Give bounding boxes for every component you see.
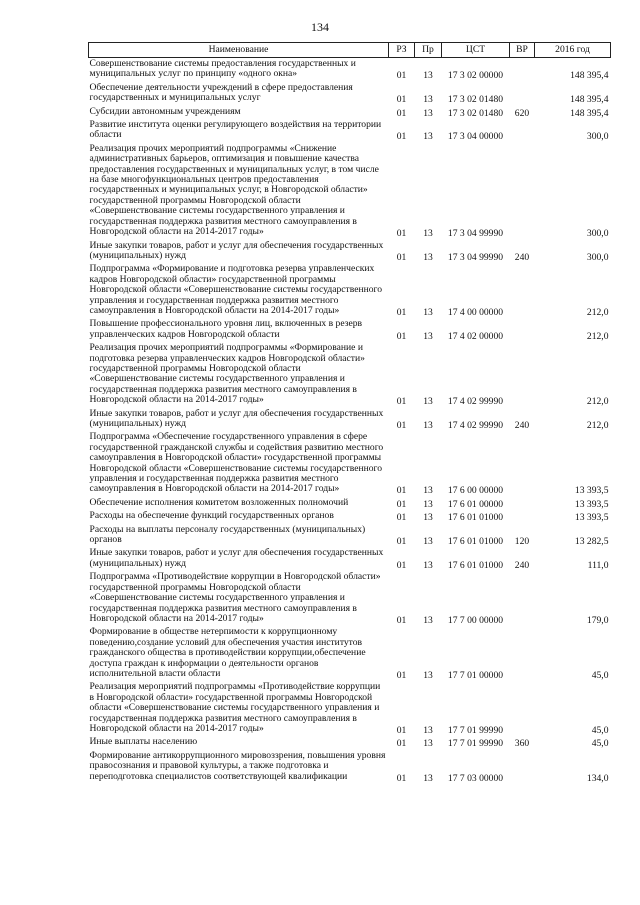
budget-table <box>88 42 611 784</box>
cell-rz: 01 <box>396 251 407 263</box>
cell-name: Расходы на обеспечение функций государственных органов <box>89 510 334 522</box>
cell-sum: 179,0 <box>586 614 609 626</box>
cell-pr: 13 <box>423 559 433 571</box>
cell-rz: 01 <box>396 724 407 736</box>
table-row <box>89 626 611 681</box>
table-row <box>89 408 611 432</box>
table-row <box>89 318 611 342</box>
table-row <box>89 342 611 407</box>
cell-name: Развитие института оценки регулирующего воздействия на территории области <box>89 119 382 141</box>
cell-vr <box>510 263 535 318</box>
table-row <box>89 571 611 626</box>
cell-name: Подпрограмма «Обеспечение государственного управления в сфере государственной гражданской службы и содействия развитию местного самоуправления в Новгородской области» государственной программы Новгородской области «Совершенствование системы государственного управления и государственная поддержка развития местного самоуправления в Новгородской области на 2014-2017 годы» <box>89 431 384 495</box>
header-vr: ВР <box>510 43 535 58</box>
cell-name: Иные закупки товаров, работ и услуг для обеспечения государственных (муниципальных) нужд <box>89 547 384 569</box>
cell-name: Иные закупки товаров, работ и услуг для обеспечения государственных (муниципальных) нужд <box>89 239 384 261</box>
cell-cst: 17 6 00 00000 <box>447 485 504 497</box>
cell-sum: 300,0 <box>586 251 609 263</box>
cell-vr: 240 <box>514 251 530 263</box>
cell-name: Повышение профессионального уровня лиц, включенных в резерв управленческих кадров Новгородской области <box>89 318 363 340</box>
cell-pr: 13 <box>423 485 433 497</box>
cell-name: Реализация мероприятий подпрограммы «Противодействие коррупции в Новгородской области» государственной программы Новгородской области «Совершенствование системы государственного управления и государственная поддержка развития местного самоуправления в Новгородской области на 2014-2017 годы» <box>89 681 381 734</box>
cell-vr <box>510 497 535 510</box>
cell-rz: 01 <box>396 485 407 497</box>
cell-cst: 17 7 03 00000 <box>447 772 504 784</box>
cell-sum: 13 393,5 <box>574 512 609 524</box>
cell-cst: 17 6 01 00000 <box>447 498 504 510</box>
cell-sum: 148 395,4 <box>570 94 609 106</box>
cell-cst: 17 7 00 00000 <box>447 614 504 626</box>
cell-sum: 212,0 <box>586 330 609 342</box>
cell-sum: 212,0 <box>586 420 609 431</box>
cell-rz: 01 <box>396 107 407 119</box>
cell-sum: 134,0 <box>586 772 609 784</box>
table-row <box>89 58 611 82</box>
cell-cst: 17 3 02 01480 <box>447 94 504 106</box>
cell-vr <box>510 510 535 523</box>
cell-pr: 13 <box>423 772 433 784</box>
cell-pr: 13 <box>423 738 433 750</box>
table-header-row <box>89 43 611 58</box>
cell-cst: 17 6 01 01000 <box>447 512 504 524</box>
cell-pr: 13 <box>423 228 433 240</box>
cell-pr: 13 <box>423 131 433 143</box>
header-pr: Пр <box>415 43 442 58</box>
table-row <box>89 240 611 264</box>
table-row <box>89 119 611 143</box>
table-row <box>89 497 611 510</box>
table-row <box>89 547 611 571</box>
cell-pr: 13 <box>423 420 433 431</box>
cell-pr: 13 <box>423 669 433 681</box>
cell-vr <box>510 58 535 82</box>
cell-cst: 17 3 02 01480 <box>447 107 504 119</box>
cell-name: Подпрограмма «Формирование и подготовка резерва управленческих кадров Новгородской области» государственной программы Новгородской области «Совершенствование системы государственного управления и государственная поддержка развития местного самоуправления в Новгородской области на 2014-2017 годы» <box>89 263 383 316</box>
cell-rz: 01 <box>396 738 407 750</box>
table-row <box>89 736 611 749</box>
cell-name: Иные выплаты населению <box>89 736 198 748</box>
cell-vr <box>510 431 535 496</box>
cell-rz: 01 <box>396 396 407 408</box>
cell-cst: 17 3 04 99990 <box>447 251 504 263</box>
cell-cst: 17 4 00 00000 <box>447 306 504 318</box>
table-row <box>89 143 611 240</box>
cell-rz: 01 <box>396 94 407 106</box>
cell-sum: 111,0 <box>587 559 609 571</box>
cell-sum: 148 395,4 <box>570 70 609 82</box>
cell-pr: 13 <box>423 70 433 82</box>
cell-pr: 13 <box>423 107 433 119</box>
cell-pr: 13 <box>423 330 433 342</box>
cell-cst: 17 3 04 00000 <box>447 131 504 143</box>
table-row <box>89 681 611 736</box>
header-cst: ЦСТ <box>442 43 510 58</box>
cell-name: Расходы на выплаты персоналу государственных (муниципальных) органов <box>89 523 366 546</box>
cell-pr: 13 <box>423 251 433 263</box>
table-row <box>89 750 611 784</box>
cell-vr <box>510 82 535 106</box>
cell-vr <box>510 681 535 736</box>
table-row <box>89 82 611 106</box>
cell-sum: 148 395,4 <box>570 107 609 119</box>
cell-rz: 01 <box>396 70 407 82</box>
cell-name: Совершенствование системы предоставления государственных и муниципальных услуг по принципу «одного окна» <box>89 58 356 80</box>
table-row <box>89 510 611 523</box>
cell-vr <box>510 119 535 143</box>
cell-rz: 01 <box>396 536 407 548</box>
cell-cst: 17 7 01 99990 <box>447 738 504 750</box>
cell-name: Иные закупки товаров, работ и услуг для обеспечения государственных (муниципальных) нужд <box>89 407 384 429</box>
header-year: 2016 год <box>535 43 611 58</box>
cell-name: Реализация прочих мероприятий подпрограммы «Снижение административных барьеров, оптимизация и повышение качества предоставления государственных и муниципальных услуг, в том числе на базе многофункциональных центров предоставления государственных и муниципальных услуг, в Новгородской области» государственной программы Новгородской области «Совершенствование системы государственного управления и государственная поддержка развития местного самоуправления в Новгородской области на 2014-2017 годы» <box>89 142 379 238</box>
cell-sum: 13 282,5 <box>574 536 609 548</box>
cell-sum: 300,0 <box>586 131 609 143</box>
cell-vr <box>510 143 535 240</box>
cell-sum: 212,0 <box>586 306 609 318</box>
cell-name: Подпрограмма «Противодействие коррупции в Новгородской области» государственной программы Новгородской области «Совершенствование системы государственного управления и государственная поддержка развития местного самоуправления в Новгородской области на 2014-2017 годы» <box>89 571 381 624</box>
cell-vr: 360 <box>514 738 530 750</box>
cell-pr: 13 <box>423 94 433 106</box>
cell-pr: 13 <box>423 306 433 318</box>
table-row <box>89 431 611 496</box>
cell-rz: 01 <box>396 228 407 240</box>
cell-cst: 17 7 01 00000 <box>447 669 504 681</box>
cell-sum: 45,0 <box>591 724 609 736</box>
cell-vr <box>510 626 535 681</box>
cell-name: Формирование антикоррупционного мировоззрения, повышения уровня правосознания и правовой культуры, а также подготовка и переподготовка специалистов соответствующей квалификации <box>89 749 386 782</box>
table-row <box>89 524 611 548</box>
cell-pr: 13 <box>423 512 433 524</box>
page-number: 134 <box>311 20 329 34</box>
cell-rz: 01 <box>396 614 407 626</box>
cell-name: Обеспечение деятельности учреждений в сфере предоставления государственных и муниципальных услуг <box>89 81 353 104</box>
cell-vr <box>510 318 535 342</box>
cell-rz: 01 <box>396 559 407 571</box>
cell-sum: 13 393,5 <box>574 485 609 497</box>
cell-cst: 17 3 04 99990 <box>447 228 504 240</box>
cell-rz: 01 <box>396 131 407 143</box>
cell-rz: 01 <box>396 306 407 318</box>
cell-cst: 17 3 02 00000 <box>447 70 504 82</box>
header-name: Наименование <box>89 43 389 58</box>
cell-vr: 120 <box>514 536 530 548</box>
cell-pr: 13 <box>423 724 433 736</box>
cell-rz: 01 <box>396 772 407 784</box>
cell-vr <box>510 750 535 784</box>
cell-rz: 01 <box>396 512 407 524</box>
cell-vr: 240 <box>514 420 530 431</box>
cell-vr: 620 <box>514 107 530 119</box>
table-row <box>89 263 611 318</box>
cell-pr: 13 <box>423 614 433 626</box>
cell-rz: 01 <box>396 669 407 681</box>
table-row <box>89 106 611 119</box>
cell-cst: 17 4 02 99990 <box>447 420 504 431</box>
cell-name: Реализация прочих мероприятий подпрограммы «Формирование и подготовка резерва управленческих кадров Новгородской области» государственной программы Новгородской области «Совершенствование системы государственного управления и государственная поддержка развития местного самоуправления в Новгородской области на 2014-2017 годы» <box>89 342 365 406</box>
cell-pr: 13 <box>423 536 433 548</box>
cell-pr: 13 <box>423 396 433 408</box>
cell-cst: 17 4 02 99990 <box>447 396 504 408</box>
cell-sum: 45,0 <box>591 738 609 750</box>
cell-sum: 300,0 <box>586 228 609 240</box>
cell-vr <box>510 342 535 407</box>
cell-name: Субсидии автономным учреждениям <box>89 105 241 117</box>
cell-pr: 13 <box>423 498 433 510</box>
cell-sum: 45,0 <box>591 669 609 681</box>
cell-cst: 17 7 01 99990 <box>447 724 504 736</box>
cell-cst: 17 6 01 01000 <box>447 536 504 548</box>
cell-sum: 13 393,5 <box>574 498 609 510</box>
cell-vr: 240 <box>514 559 530 571</box>
cell-rz: 01 <box>396 420 407 431</box>
cell-rz: 01 <box>396 498 407 510</box>
cell-sum: 212,0 <box>586 396 609 408</box>
header-rz: РЗ <box>389 43 415 58</box>
cell-name: Обеспечение исполнения комитетом возложенных полномочий <box>89 496 349 508</box>
cell-name: Формирование в обществе нетерпимости к коррупционному поведению,создание условий для обеспечения участия институтов гражданского общества в противодействии коррупции,обеспечение доступа граждан к информации о деятельности органов исполнительной власти области <box>89 626 366 679</box>
cell-rz: 01 <box>396 330 407 342</box>
cell-cst: 17 6 01 01000 <box>447 559 504 571</box>
cell-vr <box>510 571 535 626</box>
cell-cst: 17 4 02 00000 <box>447 330 504 342</box>
